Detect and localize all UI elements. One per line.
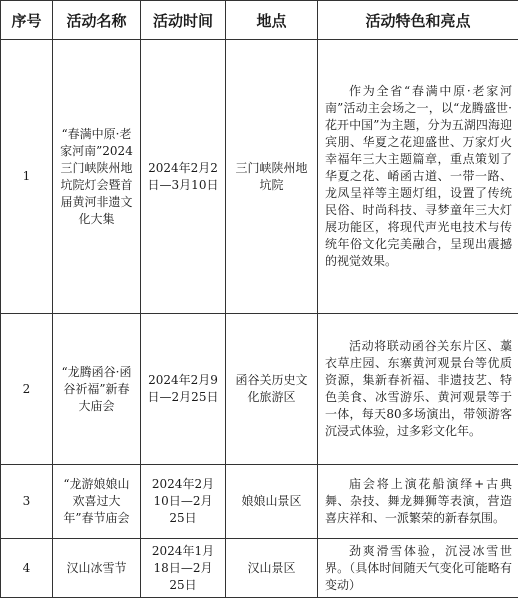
table-row [1,465,518,539]
cell-location: 汉山景区 [226,539,318,598]
cell-activity-time: 2024年2月9日—2月25日 [141,314,226,465]
cell-location: 娘娘山景区 [226,465,318,539]
cell-index: 2 [1,314,53,465]
header-highlights: 活动特色和亮点 [318,1,518,40]
header-activity-time: 活动时间 [141,1,226,40]
cell-activity-time: 2024年2月10日—2月25日 [141,465,226,539]
cell-activity-name: “龙游娘娘山 欢喜过大年”春节庙会 [53,465,141,539]
header-location: 地点 [226,1,318,40]
cell-highlights: 劲爽滑雪体验，沉浸冰雪世界。（具体时间随天气变化可能略有变动） [318,539,518,598]
cell-highlights: 作为全省“春满中原·老家河南”活动主会场之一，以“龙腾盛世·花开中国”为主题，分为五湖四海迎宾朋、华夏之花迎盛世、万家灯火幸福年三大主题篇章，重点策划了华夏之花、崤函古道、一带一路、龙凤呈祥等主题灯组，设置了传统民俗、时尚科技、寻梦童年三大灯展功能区，将现代声光电技术与传统年俗文化完美融合，呈现出震撼的视觉效果。 [318,40,518,314]
cell-index: 3 [1,465,53,539]
table-row [1,539,518,598]
cell-activity-name: 汉山冰雪节 [53,539,141,598]
cell-highlights: 活动将联动函谷关东片区、藁衣草庄园、东寨黄河观景台等优质资源，集新春祈福、非遗技艺、特色美食、冰雪游乐、黄河观景等于一体，每天80多场演出，带领游客沉浸式体验，过多彩文化年。 [318,314,518,465]
table-header-row [1,1,518,40]
cell-highlights: 庙会将上演花船演绎+古典舞、杂技、舞龙舞狮等表演，营造喜庆祥和、一派繁荣的新春氛围。 [318,465,518,539]
table-row [1,314,518,465]
cell-location: 函谷关历史文化旅游区 [226,314,318,465]
header-index: 序号 [1,1,53,40]
cell-activity-name: “龙腾函谷·函谷祈福”新春大庙会 [53,314,141,465]
cell-activity-time: 2024年2月2日—3月10日 [141,40,226,314]
table-row [1,40,518,314]
cell-activity-name: “春满中原·老家河南”2024三门峡陕州地坑院灯会暨首届黄河非遗文化大集 [53,40,141,314]
cell-activity-time: 2024年1月18日—2月25日 [141,539,226,598]
cell-location: 三门峡陕州地坑院 [226,40,318,314]
cell-index: 1 [1,40,53,314]
cell-index: 4 [1,539,53,598]
header-activity-name: 活动名称 [53,1,141,40]
